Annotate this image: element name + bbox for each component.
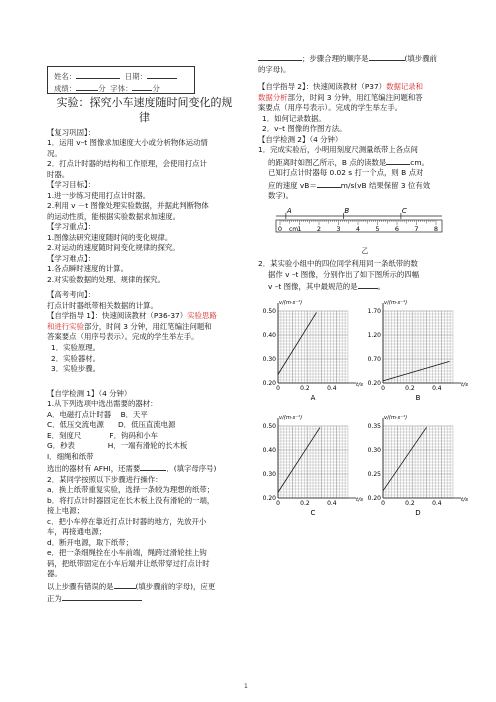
ruler-tick-label: 4 [355,224,361,233]
graph-caption: A [310,393,316,402]
test1-option: I．细绳和纸带 [47,451,94,461]
y-tick-label: 0.50 [262,307,276,315]
x-axis-label: t/s [461,381,468,388]
exam-item: 打点计时器纸带相关数据的计算。 [47,300,158,310]
goal-item: 2.利用 v －t 图像处理实验数据，并据此判断物体 [47,201,209,211]
difficulty-heading: 【学习难点】： [47,253,96,263]
x-tick-label: 0 [276,499,280,507]
test2-heading: 【自学检测 2】（4 分钟） [258,134,343,144]
guide2-text: 部分，时间 3 分钟，用红笔编注问题和答 [287,92,423,102]
guide2-item: 2．v–t 图像的作图方法。 [262,124,347,134]
x-tick-label: 0.4 [432,499,442,507]
x-axis-label: t/s [356,496,363,503]
test1-selection [47,462,242,475]
score-label: 成绩： [54,84,77,94]
handwriting-label: 字体： [110,84,133,94]
ruler-diagram [272,206,450,246]
graph-b [363,293,468,405]
guide1-item: 2．实验器材。 [51,353,101,363]
y-tick-label: 0.20 [262,494,276,502]
x-tick-label: 0 [381,384,385,392]
y-tick-label: 0.40 [262,446,276,454]
test2-text: 已知打点计时器每 0.02 s 打一个点，则 B 点对 [268,168,424,178]
cont-text: 的字母)。 [258,64,291,74]
cont-text: ；步骤合理的顺序是 [302,54,369,63]
graph-caption: B [415,393,421,402]
guide1-item: 1．实验原理。 [51,343,101,352]
guide2-text: 案要点（用序号表示）。完成的学生举左手。 [258,103,403,113]
test1-step: e．把一条细绳拴在小车前端，绳跨过滑轮挂上钩 [47,548,207,558]
answer-blank[interactable] [140,462,166,471]
guide1-text: 答案要点（用序号表示）。完成的学生举左手。 [47,332,199,342]
continuation [258,52,458,65]
graph-c [258,408,363,520]
x-tick-label: 0 [276,384,280,392]
goal-item: 1.进一步练习使用打点计时器。 [47,190,151,200]
answer-blank[interactable] [62,592,142,601]
y-axis-label: v/(m·s⁻¹) [279,299,303,306]
answer-blank[interactable] [369,52,405,61]
test2-text: 据作 v –t 图像，分别作出了如下图所示的四幅 [268,269,420,279]
test1-end [47,592,242,605]
test2-question: 2．某实验小组中的四位同学利用同一条纸带的数 [258,259,418,269]
date-label: 日期： [124,72,148,81]
test1-heading: 【自学检测 1】（4 分钟） [47,388,132,398]
ruler-tick-label: 7 [414,224,419,233]
ruler-tick-label: 5 [375,224,380,233]
key-heading: 【学习重点】： [47,222,96,232]
test1-step: 接上电源； [47,506,84,516]
ruler-tick-label: 6 [394,224,400,233]
test1-option: G．秒表 H．一端有滑轮的长木板 [47,441,188,451]
guide1-text: 部分，时间 3 分钟，用红笔编注问题和 [83,321,212,331]
x-tick-label: 0.2 [300,499,310,507]
test1-text: 正为 [47,594,62,604]
page-title [47,96,242,126]
ruler-tick-label: 8 [433,224,439,233]
y-tick-label: 0.30 [262,470,276,478]
answer-blank[interactable] [258,52,302,61]
y-axis-label: v/(m·s⁻¹) [384,299,408,306]
test2-text: m/s(vB 结果保留 3 位有效 [340,180,431,190]
difficulty-item: 2.对实验数据的处理、规律的探究。 [47,274,165,284]
ruler-caption: 乙 [361,247,369,256]
trend-line [278,427,320,492]
test1-option: E．刻度尺 F．钩码和小车 [47,430,159,440]
test1-step: 车，再接通电源； [47,527,107,537]
test2-text: 数字)。 [268,191,294,201]
point-label-b: B [344,206,350,215]
x-tick-label: 0.4 [327,499,337,507]
review-item: 2．打点计时器的结构和工作原理，会使用打点计 [47,159,207,169]
guide1-item: 3．实验步骤。 [51,364,101,374]
review-item: 时器。 [47,169,70,179]
x-axis-label: t/s [356,381,363,388]
test1-step: c．把小车停在靠近打点计时器的地方，先放开小 [47,516,207,526]
test2-text: cm。 [410,157,429,167]
guide1-line [47,311,242,322]
y-tick-label: 0.50 [262,422,276,430]
y-tick-label: 0.25 [367,470,381,478]
key-item: 1.图像法研究速度随时间的变化规律。 [47,232,173,242]
ruler-tick-label: 0 [277,224,283,233]
test1-step: b．将打点计时器固定在长木板上没有滑轮的一端， [47,495,215,505]
goal-item: 的运动性质，能根据实验数据求加速度。 [47,211,181,221]
test1-text: ．(填字母序号) [166,464,217,474]
y-tick-label: 0.20 [367,494,381,502]
graph-a [258,293,363,405]
guide2-highlight: 数据记录和 [386,82,424,92]
answer-blank[interactable] [317,179,341,188]
y-tick-label: 1.20 [367,331,381,339]
review-heading: 【复习巩固】： [47,127,96,137]
graph-d [363,408,468,520]
test1-option: C．低压交流电源 D．低压直流电源 [47,420,176,430]
y-tick-label: 0.40 [262,331,276,339]
guide1-highlight: 实验思路 [187,311,217,321]
x-tick-label: 0 [381,499,385,507]
test1-question: 1.从下列选项中选出需要的器材： [47,399,158,409]
test1-text: 选出的器材有 AFHI，还需要 [47,464,141,474]
answer-blank[interactable] [386,156,410,165]
ruler-tick-label: 2 [316,224,322,233]
ruler-unit: cm [289,225,299,233]
left-column [47,58,242,605]
review-item: 况。 [47,148,62,158]
goal-heading: 【学习目标】： [47,180,96,190]
point-label-c: C [401,206,407,215]
test1-step: 器。 [47,569,62,579]
title-line-2: 律 [139,110,150,124]
answer-blank[interactable] [358,280,378,289]
page-number: 1 [244,683,248,690]
point-label-a: A [286,206,292,215]
x-tick-label: 0.4 [432,384,442,392]
graph-caption: C [310,508,316,517]
guide2-text: 【自学指导 2】：快速阅读教材（P37） [258,82,387,92]
x-axis-label: t/s [461,496,468,503]
test1-step: d．断开电源，取下纸带； [47,537,133,547]
x-tick-label: 0.2 [405,499,415,507]
handwriting-unit: 分 [152,84,160,94]
guide2-item: 1．如何记录数据。 [262,113,326,123]
graph-caption: D [415,508,421,517]
y-tick-label: 0.20 [367,379,381,387]
title-line-1: 实验：探究小车速度随时间变化的规 [56,96,233,109]
test1-text: (填步骤前的字母)，应更 [135,581,216,591]
test2-question: 1．完成实验后，小明用刻度尺测量纸带上各点间 [258,145,418,155]
vt-graphs [258,293,468,523]
y-tick-label: 0.35 [367,422,381,430]
exam-heading: 【高考考向】： [47,290,96,300]
test2-text: 。 [377,282,385,292]
right-column [258,52,468,523]
guide1-text: 【自学指导 1】：快速阅读教材（P36-37） [47,311,188,321]
test2-text: v –t 图像，其中最规范的是 [268,282,358,292]
y-tick-label: 0.70 [367,355,381,363]
ruler-figure [272,206,458,257]
y-tick-label: 0.30 [262,355,276,363]
review-item: 1．运用 v–t 图像求加速度大小或分析物体运动情 [47,138,208,148]
guide1-line [47,322,242,333]
y-tick-label: 0.20 [262,379,276,387]
test1-step: 码，把纸带固定在小车后端并让纸带穿过打点计时 [47,558,210,568]
cont-text: (填步骤前 [404,54,437,63]
test1-option: A．电磁打点计时器 B．天平 [47,409,148,419]
test2-text: 的距离时如图乙所示，B 点的读数是 [268,157,387,167]
ruler-tick-label: 3 [336,224,341,233]
answer-blank[interactable] [114,580,136,589]
difficulty-item: 1.各点瞬时速度的计算。 [47,264,128,274]
name-label: 姓名： [54,72,77,81]
guide2-highlight: 数据分析 [258,92,288,102]
y-axis-label: v/(m·s⁻¹) [279,414,303,421]
x-tick-label: 0.2 [405,384,415,392]
test1-step: a．换上纸带重复实验，选择一条较为理想的纸带； [47,485,215,495]
y-tick-label: 1.70 [367,307,381,315]
score-unit: 分 [98,84,106,94]
key-item: 2.对运动的速度随时间变化规律的探究。 [47,243,180,253]
test2-text: 应的速度 vB＝ [268,180,317,190]
test1-text: 以上步骤有错误的是 [47,581,114,591]
ruler-tick-label: 1 [297,224,302,233]
test1-end [47,580,242,593]
x-tick-label: 0.4 [327,384,337,392]
test1-question: 2．某同学按照以下步骤进行操作： [47,474,163,484]
guide1-highlight: 和进行实验 [47,321,84,331]
x-tick-label: 0.2 [300,384,310,392]
y-tick-label: 0.30 [367,446,381,454]
y-axis-label: v/(m·s⁻¹) [384,414,408,421]
